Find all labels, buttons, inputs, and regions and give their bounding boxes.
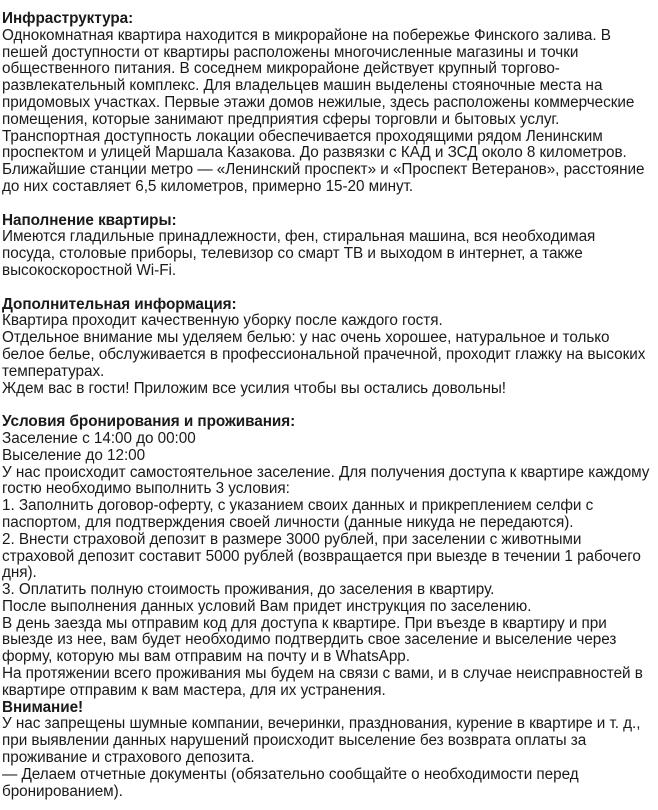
condition-item: 2. Внести страховой депозит в размере 3000 рублей, при заселении с животными страховой депозит составит 5000 рублей (возвращается при выезде в течении 1 рабочего дня). (2, 530, 646, 582)
section-heading: Инфраструктура: (2, 10, 134, 27)
paragraph: У нас происходит самостоятельное заселение. Для получения доступа к квартире каждому гостю необходимо выполнить 3 условия: (2, 463, 654, 498)
check-in-time: Заселение с 14:00 до 00:00 (2, 429, 196, 447)
paragraph: — Делаем отчетные документы (обязательно сообщайте о необходимости перед бронированием). (2, 765, 583, 800)
paragraph: У нас запрещены шумные компании, вечеринки, празднования, курение в квартире и т. д., при выявлении данных нарушений происходит выселение без возврата оплаты за проживание и страхового депозита. (2, 715, 645, 767)
check-out-time: Выселение до 12:00 (2, 446, 146, 464)
condition-item: 1. Заполнить договор-оферту, с указанием своих данных и прикреплением селфи с паспортом, для подтверждения своей личности (данные никуда не передаются). (2, 497, 598, 531)
paragraph: Имеются гладильные принадлежности, фен, стиральная машина, вся необходимая посуда, столовые приборы, телевизор со смарт ТВ и выходом в интернет, а также высокоскоростной Wi-Fi. (2, 228, 600, 279)
paragraph: Однокомнатная квартира находится в микрорайоне на побережье Финского залива. В пешей доступности от квартиры расположены многочисленные магазины и точки общественного питания. В соседнем микрорайоне действует крупный торгово-развлекательный комплекс. Для владельцев машин выделены стояночные места на придомовых участках. Первые этажи домов нежилые, здесь расположены коммерческие помещения, которые занимают предприятия сферы торговли и бытовых услуг. Транспортная доступность локации обеспечивается проходящими рядом Ленинским проспектом и улицей Маршала Казакова. До развязки с КАД и ЗСД около 8 километров. Ближайшие станции метро — «Ленинский проспект» и «Проспект Ветеранов», расстояние до них составляет 6,5 километров, примерно 15-20 минут. (2, 26, 649, 195)
condition-item: 3. Оплатить полную стоимость проживания, до заселения в квартиру. (2, 581, 495, 599)
paragraph: Ждем вас в гости! Приложим все усилия чтобы вы остались довольны! (2, 379, 506, 397)
paragraph: После выполнения данных условий Вам придет инструкция по заселению. (2, 597, 532, 615)
section-additional-info (2, 297, 650, 398)
section-heading: Наполнение квартиры: (2, 211, 177, 229)
section-heading: Дополнительная информация: (2, 295, 237, 313)
listing-description (2, 10, 654, 800)
paragraph: На протяжении всего проживания мы будем на связи с вами, и в случае неисправностей в квартире отправим к вам мастера, для их устранения. (2, 665, 648, 699)
section-heading: Условия бронирования и проживания: (2, 413, 296, 431)
section-infrastructure (2, 11, 650, 196)
paragraph: Квартира проходит качественную уборку после каждого гостя. (2, 312, 443, 330)
paragraph: В день заезда мы отправим код для доступа к квартире. При въезде в квартиру и при выезде из нее, вам будет необходимо подтвердить свое заселение и выселение через форму, которую мы вам отправим на почту и в WhatsApp. (2, 614, 621, 666)
section-booking-conditions (2, 413, 654, 800)
section-apartment-contents (2, 213, 650, 280)
warning-heading: Внимание! (2, 698, 84, 716)
paragraph: Отдельное внимание мы уделяем белью: у нас очень хорошее, натуральное и только белое белье, обслуживается в профессиональной прачечной, проходит глажку на высоких температурах. (2, 329, 650, 380)
